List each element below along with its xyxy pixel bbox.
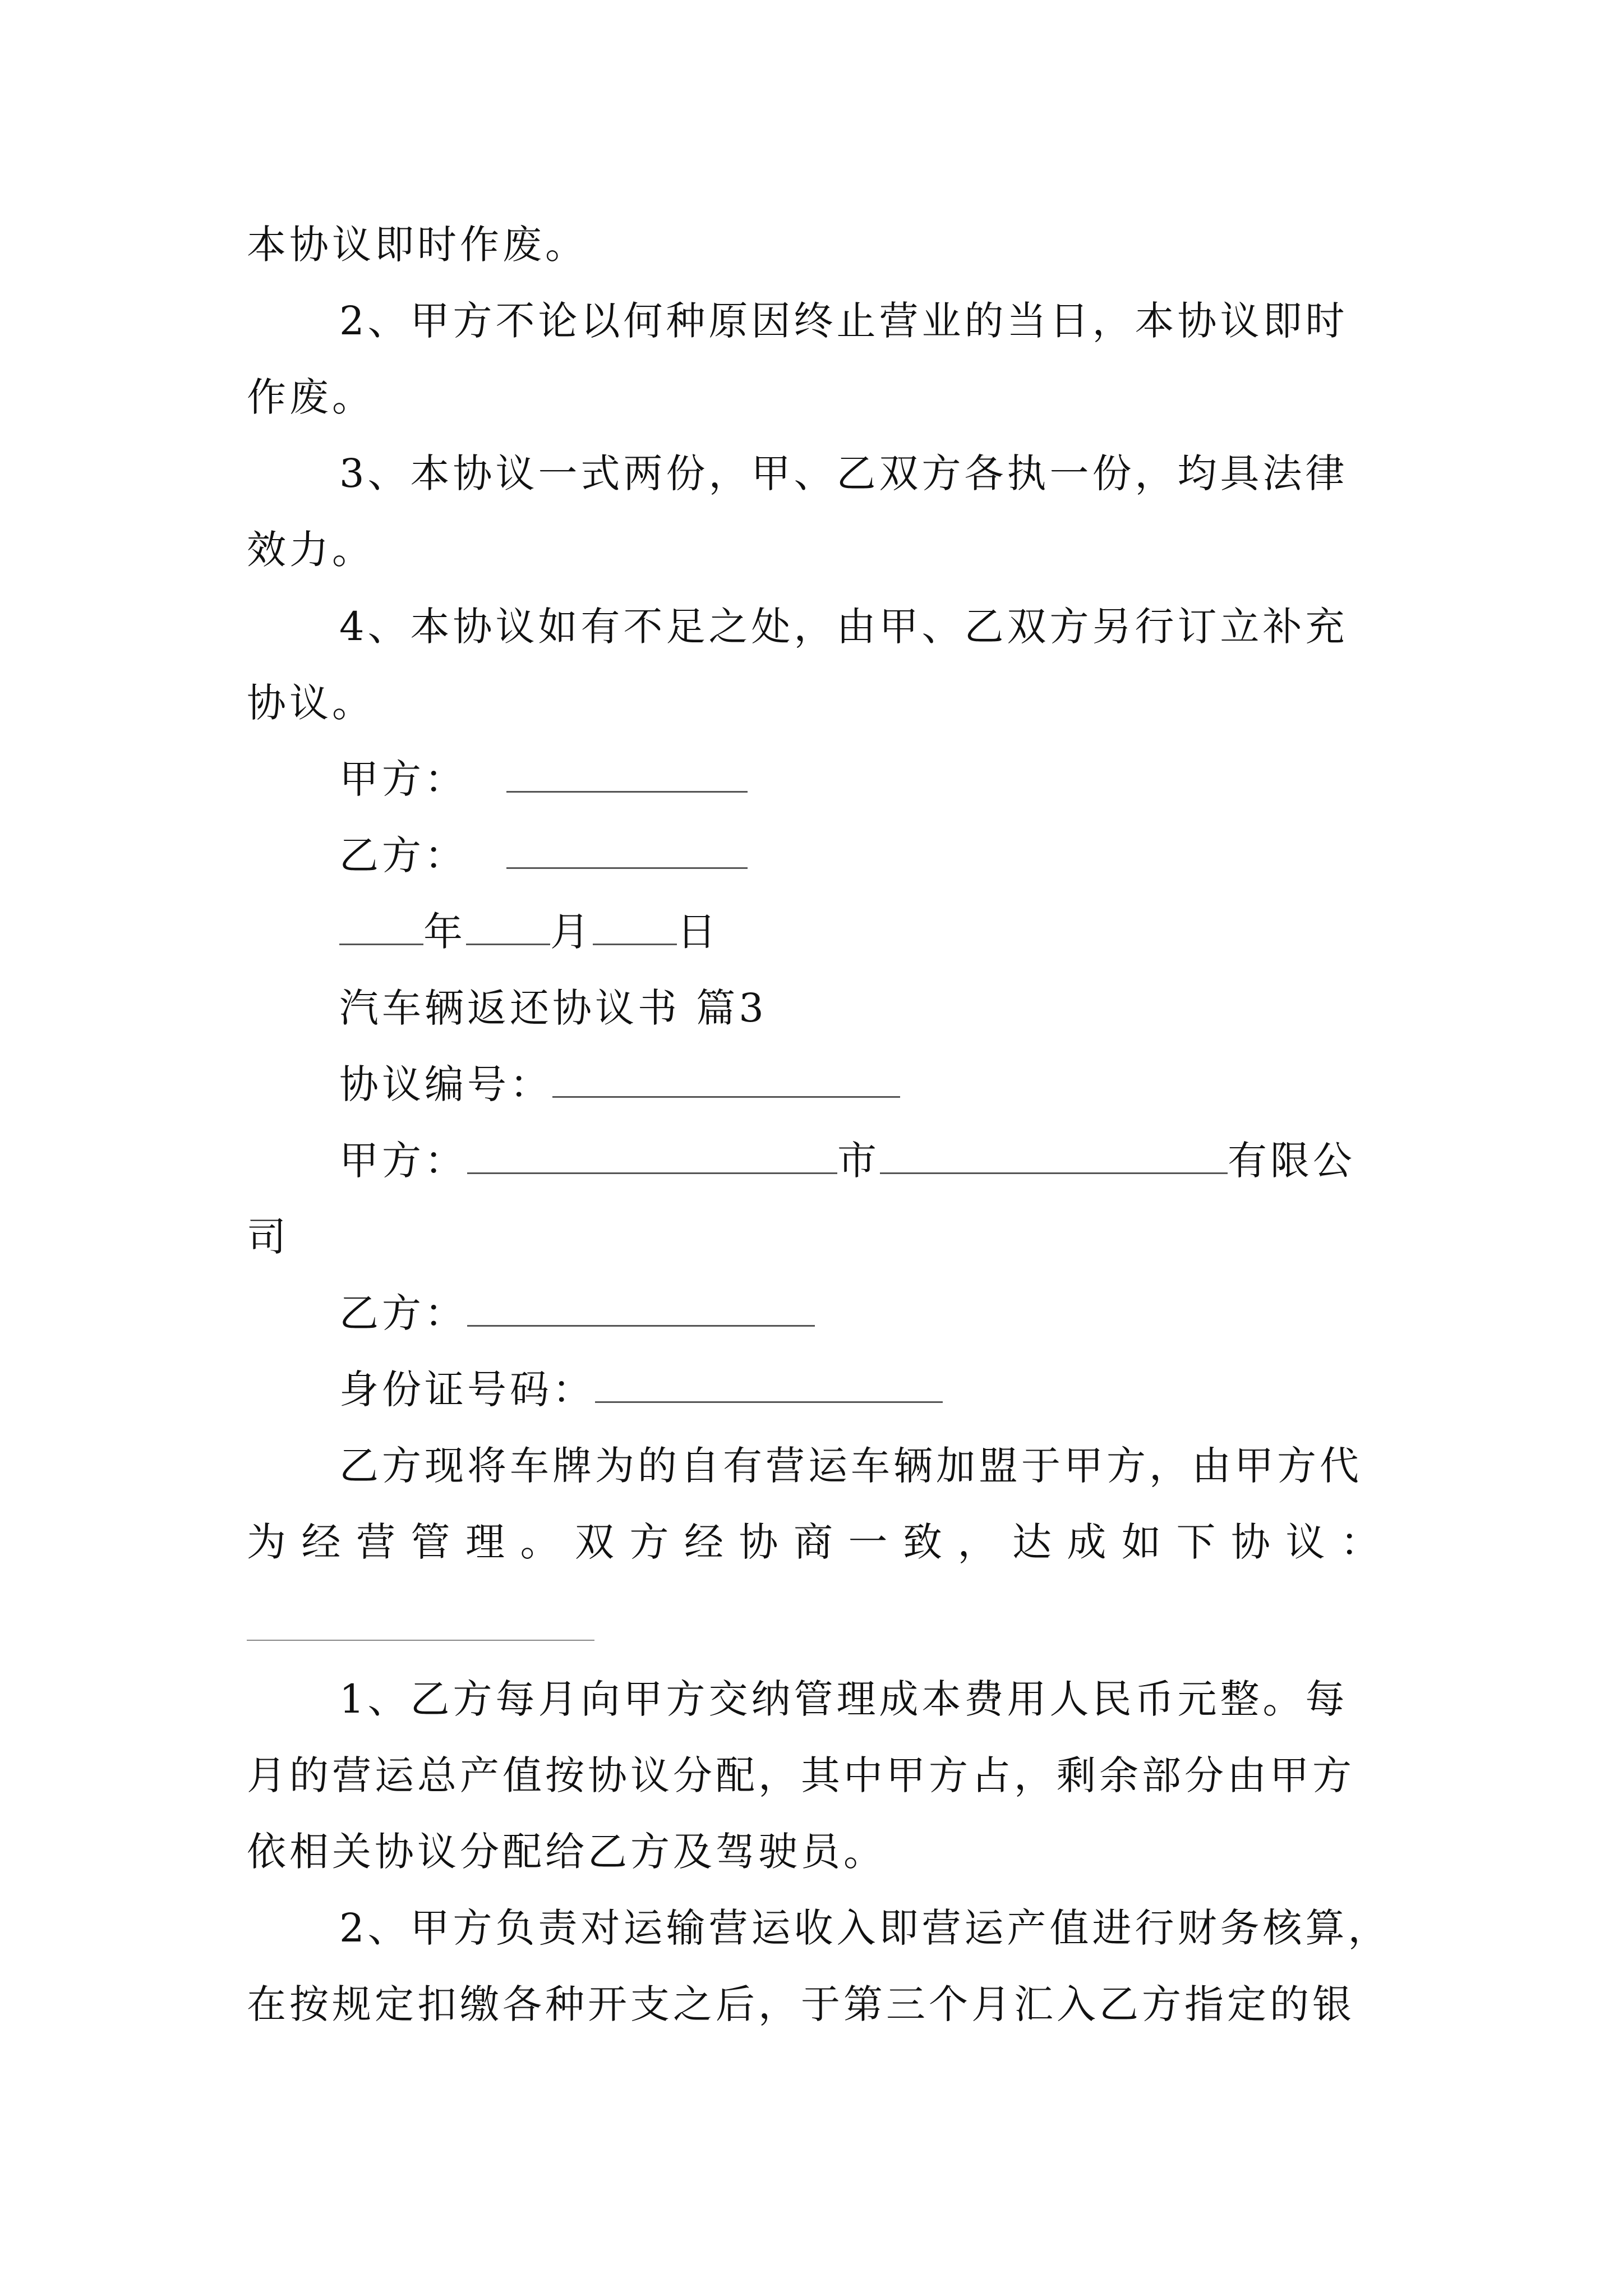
- text-line: 2、甲方负责对运输营运收入即营运产值进行财务核算，: [339, 1905, 1391, 1951]
- party-a2-company: 有限公: [1228, 1138, 1355, 1184]
- party-a2-city: 市: [837, 1138, 880, 1184]
- text-line: 在按规定扣缴各种开支之后，于第三个月汇入乙方指定的银: [247, 1981, 1355, 2027]
- party-b-blank: [506, 832, 748, 869]
- text-line: 乙方现将车牌为的自有营运车辆加盟于甲方，由甲方代: [339, 1443, 1362, 1489]
- company-blank: [880, 1138, 1228, 1174]
- party-a-label: 甲方：: [339, 756, 467, 802]
- text-line: 4、本协议如有不足之处，由甲、乙双方另行订立补充: [339, 604, 1348, 650]
- month-blank: [466, 909, 550, 945]
- id-number-label: 身份证号码：: [339, 1366, 595, 1412]
- text-line: 月的营运总产值按协议分配，其中甲方占，剩余部分由甲方: [247, 1752, 1355, 1798]
- date-line: [339, 904, 1472, 960]
- text-line: 司: [247, 1214, 289, 1260]
- party-a-signature-line: [339, 751, 1472, 807]
- year-label: 年: [423, 909, 466, 955]
- id-number-line: [339, 1361, 1472, 1418]
- text-line: 3、本协议一式两份，甲、乙双方各执一份，均具法律: [339, 450, 1348, 496]
- text-line: 协议。: [247, 680, 375, 726]
- party-b2-line: [339, 1285, 1472, 1341]
- text-line: 为经营管理。双方经协商一致，达成如下协议：: [247, 1519, 1380, 1565]
- party-b2-label: 乙方：: [339, 1290, 467, 1336]
- text-line: 依相关协议分配给乙方及驾驶员。: [247, 1829, 886, 1875]
- month-label: 月: [550, 909, 593, 955]
- text-line: 1、乙方每月向甲方交纳管理成本费用人民币元整。每: [339, 1676, 1348, 1722]
- day-blank: [593, 909, 677, 945]
- party-a-blank: [506, 756, 748, 793]
- agreement-number-label: 协议编号：: [339, 1061, 552, 1107]
- text-line: 作废。: [247, 374, 375, 420]
- party-b-label: 乙方：: [339, 832, 467, 878]
- party-a2-label: 甲方：: [339, 1138, 467, 1184]
- text-line: 本协议即时作废。: [247, 222, 588, 268]
- section-title: 汽车辆返还协议书 篇3: [339, 985, 767, 1031]
- day-label: 日: [677, 909, 720, 955]
- agreement-number-line: [339, 1056, 1472, 1112]
- year-blank: [339, 909, 423, 945]
- city-blank: [467, 1138, 837, 1174]
- text-line: 效力。: [247, 527, 375, 573]
- party-b2-blank: [467, 1290, 815, 1327]
- text-line: 2、甲方不论以何种原因终止营业的当日，本协议即时: [339, 298, 1348, 344]
- id-number-blank: [595, 1366, 943, 1403]
- party-b-signature-line: [339, 827, 1472, 884]
- party-a2-line: [339, 1133, 1380, 1189]
- separator-line: [247, 1640, 594, 1641]
- agreement-number-blank: [552, 1061, 900, 1098]
